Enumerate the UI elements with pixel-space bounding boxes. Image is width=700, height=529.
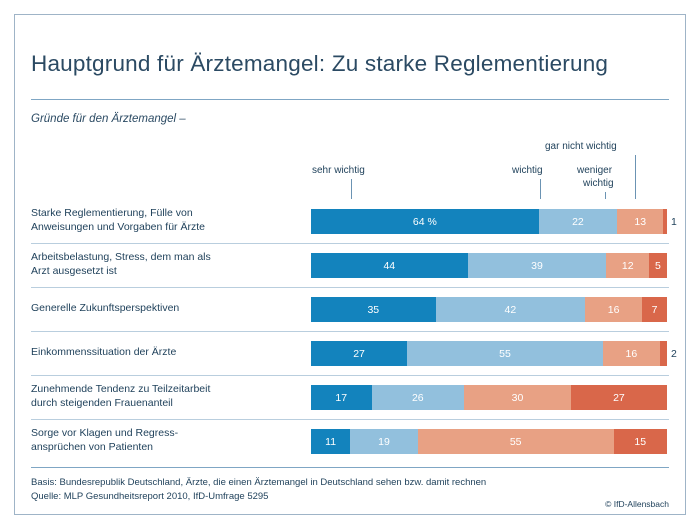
- table-row: [31, 287, 669, 331]
- row-label-line2: Arzt ausgesetzt ist: [31, 264, 117, 277]
- bar-segment-weniger-wichtig[interactable]: 12: [606, 253, 649, 278]
- legend-label-weniger-wichtig: wichtig: [583, 178, 614, 189]
- stacked-bar: [311, 429, 667, 454]
- divider-top: [31, 99, 669, 100]
- row-label-line1: Einkommenssituation der Ärzte: [31, 346, 177, 358]
- bar-segment-wichtig[interactable]: 22: [539, 209, 617, 234]
- chart-frame: [14, 14, 686, 515]
- table-row: [31, 199, 677, 243]
- bar-segment-weniger-wichtig[interactable]: 30: [464, 385, 571, 410]
- bar-segment-sehr-wichtig[interactable]: 11: [311, 429, 350, 454]
- copyright-credit: © IfD-Allensbach: [605, 499, 669, 509]
- row-label-line2: ansprüchen von Patienten: [31, 440, 154, 453]
- row-label-line2: Anweisungen und Vorgaben für Ärzte: [31, 220, 205, 233]
- row-label: [31, 346, 303, 360]
- bar-segment-wichtig[interactable]: 19: [350, 429, 418, 454]
- row-label: [31, 251, 303, 278]
- divider-bottom: [31, 467, 669, 468]
- row-label-line1: Starke Reglementierung, Fülle von: [31, 207, 193, 219]
- footnote-basis: Basis: Bundesrepublik Deutschland, Ärzte, die einen Ärztemangel in Deutschland sehen bzw. damit rechnen: [31, 477, 487, 488]
- row-label-line1: Zunehmende Tendenz zu Teilzeitarbeit: [31, 383, 211, 395]
- stacked-bar: [311, 341, 677, 366]
- stacked-bar: [311, 297, 667, 322]
- table-row: [31, 419, 669, 463]
- row-label-line1: Arbeitsbelastung, Stress, dem man als: [31, 251, 211, 263]
- legend-label-weniger: weniger: [577, 165, 613, 176]
- row-label-line1: Sorge vor Klagen und Regress-: [31, 427, 179, 439]
- footnote-source: Quelle: MLP Gesundheitsreport 2010, IfD-Umfrage 5295: [31, 491, 269, 502]
- stacked-bar: [311, 209, 677, 234]
- row-label: [31, 207, 303, 234]
- table-row: [31, 375, 669, 419]
- legend-tick-sehr-wichtig: [351, 179, 352, 199]
- table-row: [31, 331, 677, 375]
- bar-segment-gar-nicht-wichtig[interactable]: 7: [642, 297, 667, 322]
- stacked-bar: [311, 385, 667, 410]
- bar-segment-weniger-wichtig[interactable]: 16: [585, 297, 642, 322]
- bar-segment-gar-nicht-wichtig[interactable]: 5: [649, 253, 667, 278]
- bar-segment-weniger-wichtig[interactable]: 16: [603, 341, 660, 366]
- legend-tick-wichtig: [540, 179, 541, 199]
- bar-segment-wichtig[interactable]: 55: [407, 341, 603, 366]
- legend-tick-weniger-wichtig: [605, 192, 606, 199]
- legend-label-gar-nicht-wichtig: gar nicht wichtig: [545, 141, 617, 152]
- row-label: [31, 302, 303, 316]
- bar-segment-gar-nicht-wichtig[interactable]: 2: [660, 341, 667, 366]
- page-title: Hauptgrund für Ärztemangel: Zu starke Reglementierung: [31, 51, 609, 76]
- bar-segment-sehr-wichtig[interactable]: 17: [311, 385, 372, 410]
- legend-label-sehr-wichtig: sehr wichtig: [312, 165, 365, 176]
- bar-segment-weniger-wichtig[interactable]: 55: [418, 429, 614, 454]
- bar-segment-wichtig[interactable]: 26: [372, 385, 465, 410]
- legend-tick-gar-nicht-wichtig: [635, 155, 636, 199]
- row-label: [31, 383, 303, 410]
- bar-segment-sehr-wichtig[interactable]: 44: [311, 253, 468, 278]
- bar-segment-gar-nicht-wichtig[interactable]: 15: [614, 429, 667, 454]
- bar-segment-weniger-wichtig[interactable]: 13: [617, 209, 663, 234]
- stacked-bar: [311, 253, 667, 278]
- legend-label-wichtig: wichtig: [512, 165, 543, 176]
- bar-segment-sehr-wichtig[interactable]: 27: [311, 341, 407, 366]
- row-label-line2: durch steigenden Frauenanteil: [31, 396, 173, 409]
- table-row: [31, 243, 669, 287]
- bar-segment-wichtig[interactable]: 39: [468, 253, 607, 278]
- bar-segment-gar-nicht-wichtig[interactable]: 27: [571, 385, 667, 410]
- bar-segment-wichtig[interactable]: 42: [436, 297, 586, 322]
- bar-segment-sehr-wichtig[interactable]: 35: [311, 297, 436, 322]
- row-label: [31, 427, 303, 454]
- bar-segment-gar-nicht-wichtig[interactable]: 1: [663, 209, 667, 234]
- chart-subtitle: Gründe für den Ärztemangel –: [31, 113, 186, 125]
- row-label-line1: Generelle Zukunftsperspektiven: [31, 302, 180, 314]
- bar-segment-sehr-wichtig[interactable]: 64 %: [311, 209, 539, 234]
